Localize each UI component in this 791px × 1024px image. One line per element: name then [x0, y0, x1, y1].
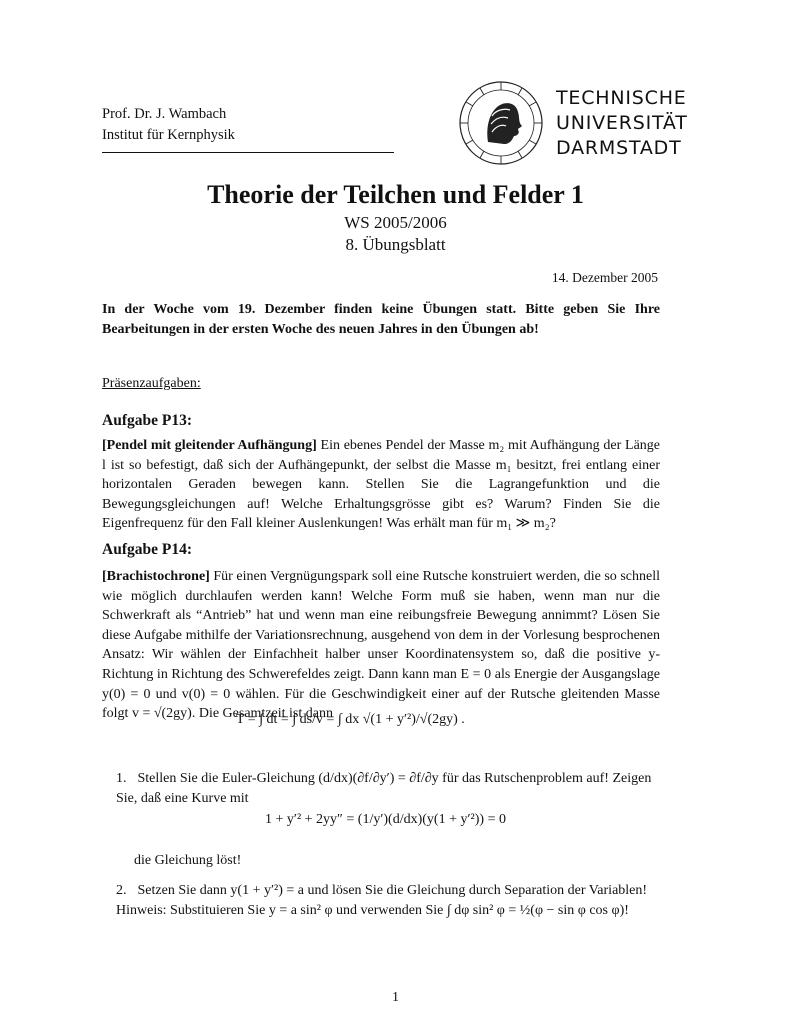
- notice-paragraph: In der Woche vom 19. Dezember finden keine Übungen statt. Bitte geben Sie Ihre Bearbeitungen in der ersten Woche des neuen Jahres in den Übungen ab!: [102, 302, 660, 337]
- task-p13-body: Ein ebenes Pendel der Masse m₂ mit Aufhängung der Länge l ist so befestigt, daß sich der Aufhängepunkt, der selbst die Masse m₁ besitzt, frei entlang einer horizontalen Geraden bewegen kann. Stellen Sie die Lagrangefunktion und die Bewegungsgleichungen auf! Welche Erhaltungsgrösse gibt es? Warum? Finden Sie die Eigenfrequenz für den Fall kleiner Auslenkungen! Was erhält man für m₁ ≫ m₂?: [102, 438, 661, 532]
- university-emblem-icon: [458, 80, 544, 166]
- section-label: Präsenzaufgaben:: [102, 376, 201, 391]
- title-block: [0, 178, 791, 256]
- author-name: Prof. Dr. J. Wambach: [102, 106, 227, 122]
- logo-line-3: DARMSTADT: [556, 137, 682, 159]
- list-item-1-text: Stellen Sie die Euler-Gleichung (d/dx)(∂f/∂y′) = ∂f/∂y für das Rutschenproblem auf! Zeigen Sie, daß eine Kurve mit: [116, 771, 652, 806]
- list-item-2: [116, 881, 660, 920]
- document-date: 14. Dezember 2005: [551, 270, 658, 285]
- header-author-block: [102, 104, 235, 146]
- task-p14-text: [102, 567, 660, 724]
- list-item-2-text: Setzen Sie dann y(1 + y′²) = a und lösen Sie die Gleichung durch Separation der Variablen! Hinweis: Substituieren Sie y = a sin² φ und verwenden Sie ∫ dφ sin² φ = ½(φ − sin φ cos φ)!: [116, 883, 648, 918]
- header-rule: [102, 152, 394, 153]
- list-item-1: [116, 769, 660, 808]
- task-p13-heading: Aufgabe P13:: [102, 412, 192, 429]
- list-item-2-number: 2.: [116, 883, 127, 898]
- semester-label: WS 2005/2006: [344, 213, 447, 232]
- document-title: Theorie der Teilchen und Felder 1: [207, 180, 584, 209]
- task-p14-heading: Aufgabe P14:: [102, 541, 192, 558]
- formula-total-time: T = ∫ dt = ∫ ds/v = ∫ dx √(1 + y′²)/√(2gy) .: [236, 712, 465, 727]
- list-item-1-number: 1.: [116, 771, 127, 786]
- logo-line-1: TECHNISCHE: [556, 87, 687, 109]
- logo-line-2: UNIVERSITÄT: [556, 112, 688, 134]
- formula-ode: 1 + y′² + 2yy″ = (1/y′)(d/dx)(y(1 + y′²)) = 0: [265, 812, 506, 827]
- university-logo-text: [556, 86, 688, 161]
- list-item-1-end: die Gleichung löst!: [134, 853, 242, 868]
- task-p13-title: [Pendel mit gleitender Aufhängung]: [102, 438, 317, 453]
- task-p14-body: Für einen Vergnügungspark soll eine Rutsche konstruiert werden, die so schnell wie möglich durchlaufen werden kann! Welche Form muß sie haben, wenn man nur die Schwerkraft als “Antrieb” hat und wenn man eine reibungsfreie Bewegung annimmt? Lösen Sie diese Aufgabe mithilfe der Variationsrechnung, ausgehend von dem in der Vorlesung besprochenen Ansatz: Wir wählen der Einfachheit halber unser Koordinatensystem so, daß die positive y-Richtung in Richtung des Schwerefeldes zeigt. Dann kann man E = 0 als Energie der Ausgangslage y(0) = 0 und v(0) = 0 wählen. Für die Geschwindigkeit einer auf der Rutsche gleitenden Masse folgt v = √(2gy). Die Gesamtzeit ist dann: [102, 569, 661, 722]
- sheet-label: 8. Übungsblatt: [345, 235, 446, 254]
- institute-name: Institut für Kernphysik: [102, 127, 235, 143]
- task-p13-text: [102, 436, 660, 534]
- task-p14-title: [Brachistochrone]: [102, 569, 210, 584]
- page-number: 1: [392, 990, 399, 1005]
